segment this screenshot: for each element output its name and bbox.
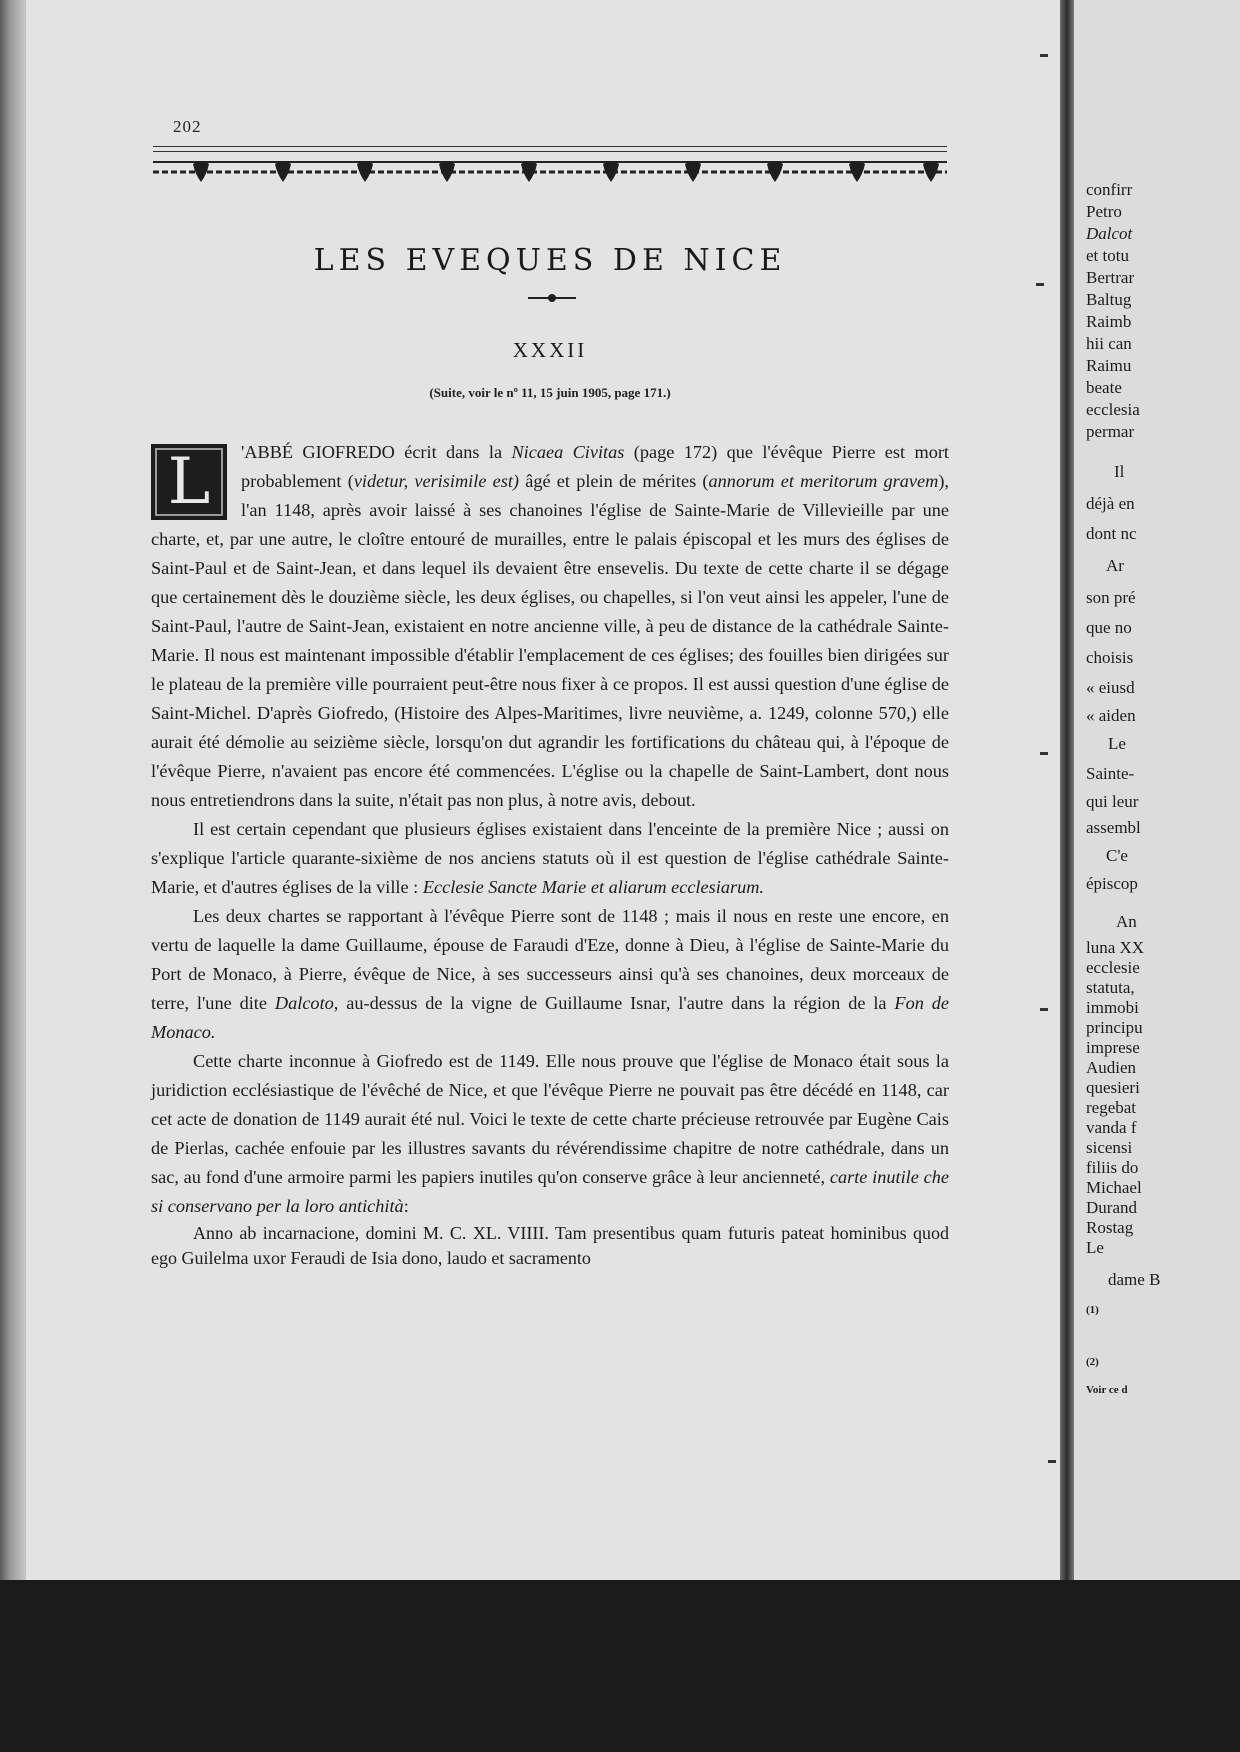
header-rule bbox=[153, 146, 947, 147]
text-run: Les deux chartes se rapportant à l'évêque Pierre sont de 1148 ; mais il nous en reste une encore, en vertu de laquelle la dame Guillaume, épouse de Faraudi d'Eze, donne à Dieu, à l'église de Sainte-Marie du Port de Monaco, à Pierre, évêque de Nice, à ses successeurs ainsi qu'à ses chanoines, deux morceaux de terre, l'une dite bbox=[151, 906, 949, 1013]
facing-page-line: qui leur bbox=[1086, 792, 1139, 811]
margin-mark bbox=[1040, 54, 1048, 57]
facing-page-line: son pré bbox=[1086, 588, 1136, 607]
paragraph-3 bbox=[151, 902, 949, 1047]
facing-page-line: Rostag bbox=[1086, 1218, 1134, 1237]
italic-run: Fon de Monaco. bbox=[151, 993, 950, 1042]
facing-page-line: Michael bbox=[1086, 1178, 1142, 1197]
facing-page-line: Durand bbox=[1086, 1198, 1137, 1217]
facing-page-line: Bertrar bbox=[1086, 268, 1135, 287]
facing-page-line: (2) bbox=[1086, 1356, 1099, 1368]
margin-mark bbox=[1040, 752, 1048, 755]
facing-page-line: « aiden bbox=[1086, 706, 1136, 725]
facing-page-line: Raimb bbox=[1086, 312, 1132, 331]
facing-page-line: luna XX bbox=[1086, 938, 1145, 957]
text-run: écrit dans la bbox=[394, 442, 512, 462]
facing-page-line: beate bbox=[1086, 378, 1122, 397]
paragraph-2 bbox=[151, 815, 949, 902]
italic-run: Ecclesie Sancte Marie et aliarum ecclesiarum. bbox=[422, 877, 764, 897]
facing-page-line: « eiusd bbox=[1086, 678, 1135, 697]
suite-note: (Suite, voir le nº 11, 15 juin 1905, page 171.) bbox=[429, 385, 671, 400]
facing-page-line: C'e bbox=[1106, 846, 1128, 865]
facing-page-line: ecclesia bbox=[1086, 400, 1140, 419]
text-run: Anno ab incarnacione, domini M. C. XL. VIIII. Tam presentibus quam futuris pateat hominibus quod ego Guilelma uxor Feraudi de Isia dono, laudo et sacramento bbox=[151, 1223, 949, 1268]
text-run: Il est certain cependant que plusieurs églises existaient dans l'enceinte de la première Nice ; aussi on s'explique l'article quarante-sixième de nos anciens statuts où il est question de l'église cathédrale Sainte-Marie, et d'autres églises de la ville : bbox=[151, 819, 949, 897]
margin-mark bbox=[1048, 1460, 1056, 1463]
text-run: au-dessus de la vigne de Guillaume Isnar, l'autre dans la région de la bbox=[338, 993, 895, 1013]
facing-page-line: statuta, bbox=[1086, 978, 1135, 997]
italic-run: Nicaea Civitas bbox=[511, 442, 625, 462]
facing-page-line: regebat bbox=[1086, 1098, 1137, 1117]
header-rule bbox=[153, 151, 947, 152]
facing-page-line: Le bbox=[1108, 734, 1126, 753]
facing-page-line: permar bbox=[1086, 422, 1135, 441]
facing-page-line: sicensi bbox=[1086, 1138, 1133, 1157]
facing-page-line: ecclesie bbox=[1086, 958, 1140, 977]
facing-page-line: Baltug bbox=[1086, 290, 1132, 309]
facing-page-line: et totu bbox=[1086, 246, 1129, 265]
title-ornament-icon bbox=[528, 290, 576, 306]
paragraph-5-latin bbox=[151, 1221, 949, 1271]
italic-run: videtur, verisimile est) bbox=[353, 471, 520, 491]
facing-page-line: Sainte- bbox=[1086, 764, 1135, 783]
text-run: Cette charte inconnue à Giofredo est de 1149. Elle nous prouve que l'église de Monaco était sous la juridiction ecclésiastique de l'évêché de Nice, et que l'évêque Pierre ne pouvait pas être décédé en 1148, car cet acte de donation de 1149 aurait été nul. Voici le texte de cette charte précieuse retrouvée par Eugène Cais de Pierlas, cachée enfouie par les illustres savants du révérendissime chapitre de notre cathédrale, dans un sac, au fond d'une armoire parmi les papiers inutiles qu'on conserve grâce à leur ancienneté, bbox=[151, 1051, 949, 1187]
paragraph-1 bbox=[151, 438, 949, 815]
text-run: ), l'an 1148, après avoir laissé à ses chanoines l'église de Sainte-Marie de Villevieille par une charte, et, par une autre, le cloître entouré de murailles, entre le palais épiscopal et les murs des églises de Saint-Paul et de Saint-Jean, et dans lequel ils devaient être ensevelis. Du texte de cette charte il se dégage que certainement dès le douzième siècle, les deux églises, ou chapelles, si l'on veut ainsi les appeler, l'une de Saint-Paul, l'autre de Saint-Jean, existaient en notre ancienne ville, à peu de distance de la cathédrale Sainte-Marie. Il nous est maintenant impossible d'établir l'emplacement de ces églises; des fouilles bien dirigées sur le plateau de la première ville pourraient peut-être nous fixer à ce propos. Il est aussi question d'une église de Saint-Michel. D'après Giofredo, (Histoire des Alpes-Maritimes, livre neuvième, a. 1249, colonne 570,) elle aurait été démolie au seizième siècle, lorsqu'on dut agrandir les fortifications du château qui, à l'époque de l'évêque Pierre, n'avaient pas encore été commencées. L'église ou la chapelle de Saint-Lambert, dont nous nous entretiendrons dans la suite, n'était pas non plus, à notre avis, debout. bbox=[151, 471, 950, 810]
facing-page-line: Raimu bbox=[1086, 356, 1132, 375]
facing-page-line: Le bbox=[1086, 1238, 1104, 1257]
book-gutter bbox=[1060, 0, 1074, 1580]
page-number: 202 bbox=[173, 117, 202, 136]
facing-page-line: An bbox=[1116, 912, 1137, 931]
italic-run: annorum et meritorum gravem bbox=[708, 471, 939, 491]
facing-page-line: vanda f bbox=[1086, 1118, 1137, 1137]
facing-page-line: Dalcot bbox=[1086, 224, 1133, 243]
facing-page-line: assembl bbox=[1086, 818, 1141, 837]
left-page-edge bbox=[0, 0, 26, 1580]
facing-page-line: déjà en bbox=[1086, 494, 1135, 513]
lead-words: 'ABBÉ GIOFREDO bbox=[241, 442, 395, 462]
text-run: (page 172) que l'évêque Pierre est mort probablement ( bbox=[241, 442, 950, 491]
facing-page-line: que no bbox=[1086, 618, 1132, 637]
margin-mark bbox=[1040, 1008, 1048, 1011]
ornamental-border bbox=[153, 158, 947, 186]
text-run: âgé et plein de mérites ( bbox=[519, 471, 709, 491]
facing-page-line: (1) bbox=[1086, 1304, 1099, 1316]
margin-mark bbox=[1036, 283, 1044, 286]
article-title: LES EVEQUES DE NICE bbox=[313, 243, 787, 278]
facing-page-line: dame B bbox=[1108, 1270, 1161, 1289]
text-run: : bbox=[403, 1196, 409, 1216]
paragraph-4 bbox=[151, 1047, 949, 1221]
drop-cap: L bbox=[151, 444, 227, 520]
facing-page-line: Petro bbox=[1086, 202, 1122, 221]
facing-page-line: épiscop bbox=[1086, 874, 1138, 893]
facing-page bbox=[1074, 0, 1240, 1580]
facing-page-line: imprese bbox=[1086, 1038, 1140, 1057]
facing-page-line: principu bbox=[1086, 1018, 1143, 1037]
facing-page-line: Audien bbox=[1086, 1058, 1137, 1077]
italic-run: Dalcoto, bbox=[274, 993, 339, 1013]
facing-page-line: Il bbox=[1114, 462, 1125, 481]
chapter-number: XXXII bbox=[512, 338, 588, 362]
facing-page-line: filiis do bbox=[1086, 1158, 1139, 1177]
facing-page-line: Ar bbox=[1106, 556, 1124, 575]
facing-page-line: immobi bbox=[1086, 998, 1139, 1017]
facing-page-line: dont nc bbox=[1086, 524, 1137, 543]
facing-page-line: confirr bbox=[1086, 180, 1133, 199]
italic-run: carte inutile che si conservano per la loro antichità bbox=[151, 1167, 949, 1216]
facing-page-line: Voir ce d bbox=[1086, 1384, 1128, 1396]
article-body bbox=[151, 438, 949, 1271]
facing-page-line: hii can bbox=[1086, 334, 1132, 353]
facing-page-line: choisis bbox=[1086, 648, 1134, 667]
facing-page-line: quesieri bbox=[1086, 1078, 1140, 1097]
